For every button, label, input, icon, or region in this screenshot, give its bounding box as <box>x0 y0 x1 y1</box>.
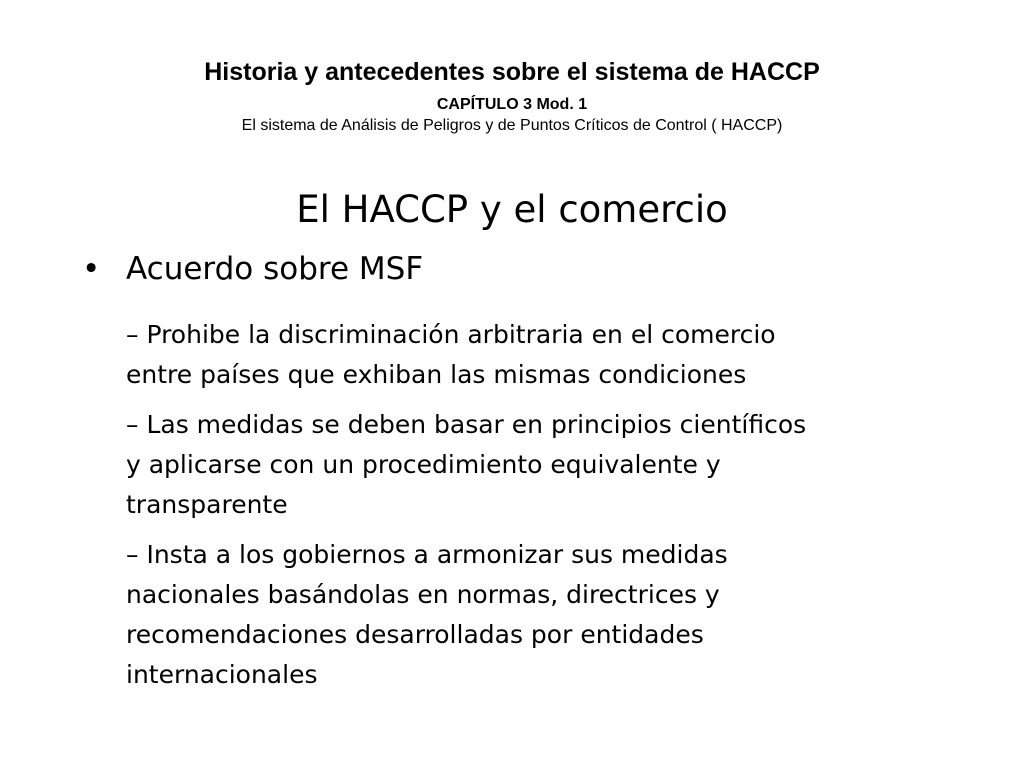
slide-title-text: El HACCP y el comercio <box>296 188 728 231</box>
sub-bullet-item: – Prohibe la discriminación arbitraria en el comercio entre países que exhiban las mismas condiciones <box>126 320 776 389</box>
bullet-marker: • <box>82 251 101 287</box>
bullet-label: Acuerdo sobre MSF <box>126 251 424 287</box>
bullet-item <box>82 248 423 290</box>
chapter-subtitle: El sistema de Análisis de Peligros y de Puntos Críticos de Control ( HACCP) <box>241 117 783 134</box>
document-title: Historia y antecedentes sobre el sistema de HACCP <box>204 58 820 86</box>
sub-bullet-item: – Insta a los gobiernos a armonizar sus medidas nacionales basándolas en normas, directrices y recomendaciones desarrolladas por entidades internacionales <box>126 540 728 689</box>
sub-bullet-list <box>126 315 826 705</box>
sub-bullet-item: – Las medidas se deben basar en principios científicos y aplicarse con un procedimiento equivalente y transparente <box>126 410 807 519</box>
chapter-label: CAPÍTULO 3 Mod. 1 <box>436 96 588 113</box>
slide-title <box>0 186 1024 234</box>
document-header <box>0 55 1024 136</box>
